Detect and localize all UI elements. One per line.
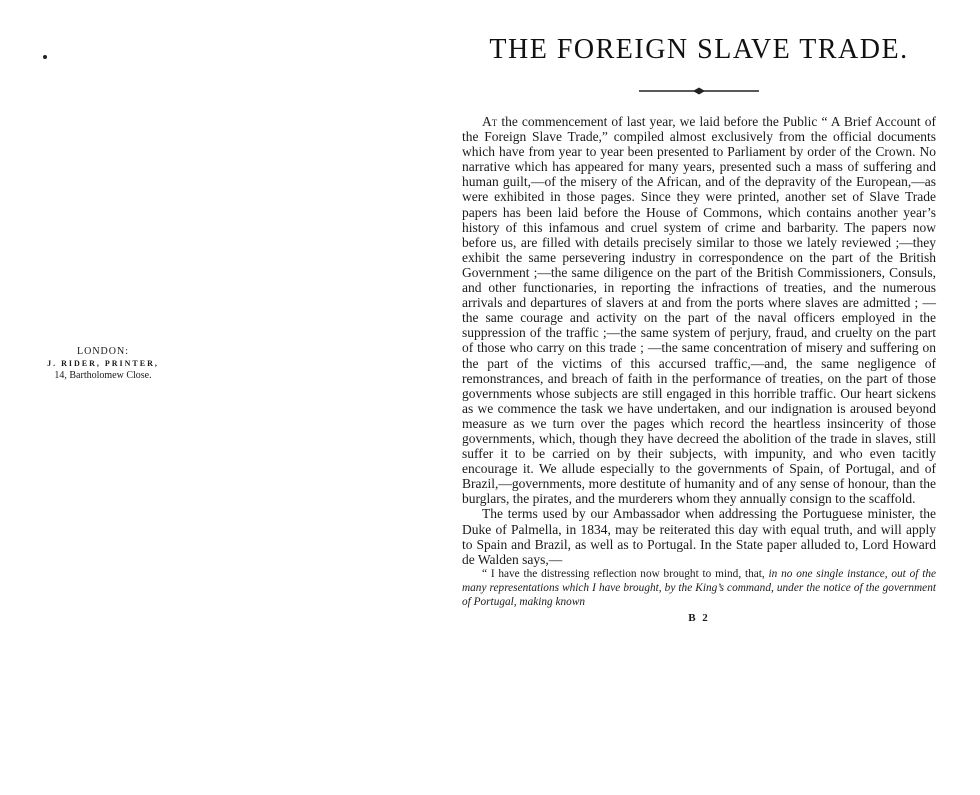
text-page (462, 34, 936, 626)
ink-speck (43, 55, 47, 59)
printer-imprint (18, 345, 188, 383)
paragraph-2: The terms used by our Ambassador when addressing the Portuguese minister, the Duke of Palmella, in 1834, may be reiterated this day with equal truth, and will apply to Spain and Brazil, as well as to Portugal. In the State paper alluded to, Lord Howard de Walden says,— (462, 506, 936, 567)
body-text (462, 114, 936, 626)
page-title: THE FOREIGN SLAVE TRADE. (489, 34, 909, 65)
paragraph-1-text: the commencement of last year, we laid before the Public “ A Brief Account of the Foreign Slave Trade,” compiled almost exclusively from the official documents which have from year to year been presented to Parliament by order of the Crown. No narrative which has appeared for many years, presented such a mass of suffering and human guilt,—of the misery of the African, and of the depravity of the European,—as were exhibited in those pages. Since they were printed, another set of Slave Trade papers has been laid before the House of Commons, which contains another year’s history of this infamous and cruel system of crime and barbarity. The papers now before us, are filled with details precisely similar to those we lately reviewed ;—they exhibit the same persevering industry in correspondence on the part of the British Government ;—the same diligence on the part of the British Commissioners, Consuls, and other functionaries, in reporting the infractions of treaties, and the numerous arrivals and departures of slavers at and from the ports where slaves are admitted ; —the same courage and activity on the part of the naval officers employed in the suppression of the traffic ;—the same system of perjury, fraud, and cruelty on the part of those who carry on this trade ; —the same concentration of misery and suffering on the part of the victims of this accursed traffic,—and, the same negligence of remonstrances, and breach of faith in the performance of treaties, on the part of those governments whose subjects are still engaged in this horrible traffic. Our heart sickens as we commence the task we have undertaken, and our indignation is aroused beyond measure as we turn over the pages which record the heartless insincerity of those governments, which, though they have decreed the abolition of the trade in slaves, still suffer it to be carried on by their subjects, with impunity, and who even tacitly encourage it. We allude especially to the governments of Spain, of Portugal, and of Brazil,—governments, more destitute of humanity and of any sense of honour, than the burglars, the pirates, and the murderers whom they annually consign to the scaffold. (462, 114, 936, 507)
imprint-city: LONDON: (77, 346, 129, 357)
drop-word: At (482, 114, 498, 129)
quotation (462, 567, 936, 609)
imprint-address: 14, Bartholomew Close. (54, 370, 152, 382)
imprint-printer: J. RIDER, PRINTER, (47, 358, 159, 368)
paragraph-1 (462, 114, 936, 506)
quotation-italic: in no one single instance, out of the many representations which I have brought, by the King’s command, under the notice of the government of Portugal, making known (462, 567, 936, 608)
signature-mark: B 2 (688, 611, 710, 624)
ornament-rule-icon (639, 86, 759, 96)
quotation-plain: “ I have the distressing reflection now brought to mind, that, (482, 567, 769, 580)
